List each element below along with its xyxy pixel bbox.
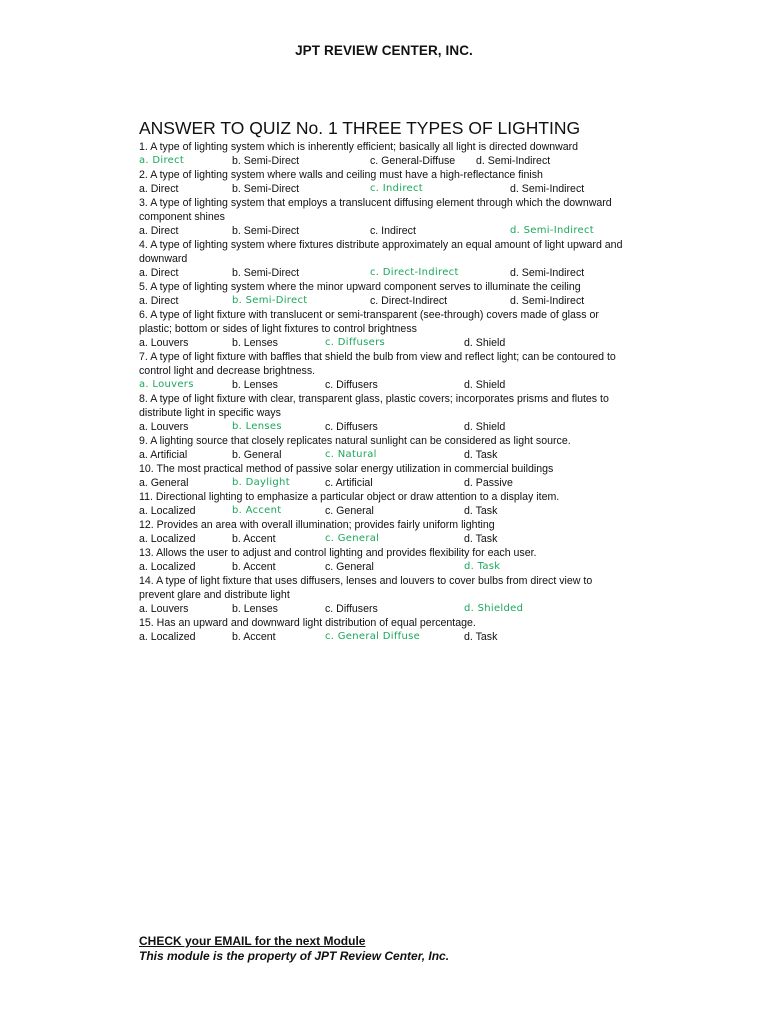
options-row: [139, 420, 629, 434]
answer-option: b. Lenses: [232, 603, 278, 615]
options-row: [139, 602, 629, 616]
answer-option: c. Direct-Indirect: [370, 295, 448, 307]
answer-option: b. Semi-Direct: [232, 155, 300, 167]
answer-option: b. Accent: [232, 631, 276, 643]
answer-option: a. Louvers: [139, 337, 189, 349]
answer-option: a. Direct: [139, 267, 179, 279]
options-row: [139, 336, 629, 350]
answer-option: a. Louvers: [139, 421, 189, 433]
answer-option: d. Task: [464, 533, 498, 545]
correct-answer-option: d. Task: [464, 561, 501, 572]
question-text: 4. A type of lighting system where fixtures distribute approximately an equal amount of light upward and downward: [139, 239, 623, 265]
answer-option: d. Semi-Indirect: [510, 295, 585, 307]
question-text: 2. A type of lighting system where walls and ceiling must have a high-reflectance finish: [139, 169, 543, 181]
page-title: ANSWER TO QUIZ No. 1 THREE TYPES OF LIGHTING: [139, 118, 581, 138]
answer-option: a. Localized: [139, 561, 196, 573]
answer-option: c. Diffusers: [325, 603, 378, 615]
correct-answer-option: b. Semi-Direct: [232, 295, 308, 306]
question-text: 15. Has an upward and downward light distribution of equal percentage.: [139, 617, 476, 629]
options-row: [139, 532, 629, 546]
options-row: [139, 448, 629, 462]
question-text: 11. Directional lighting to emphasize a particular object or draw attention to a display item.: [139, 491, 560, 503]
question-text: 9. A lighting source that closely replicates natural sunlight can be considered as light source.: [139, 435, 571, 447]
answer-option: c. Diffusers: [325, 421, 378, 433]
answer-option: c. Diffusers: [325, 379, 378, 391]
question-text: 13. Allows the user to adjust and control lighting and provides flexibility for each user.: [139, 547, 537, 559]
answer-option: b. Lenses: [232, 379, 278, 391]
correct-answer-option: c. General: [325, 533, 380, 544]
question-text: 7. A type of light fixture with baffles that shield the bulb from view and reflect light; can be contoured to control light and decrease brightness.: [139, 351, 616, 377]
correct-answer-option: d. Shielded: [464, 603, 524, 614]
answer-option: a. Louvers: [139, 603, 189, 615]
correct-answer-option: c. Diffusers: [325, 337, 385, 348]
answer-option: b. Semi-Direct: [232, 225, 300, 237]
answer-option: a. General: [139, 477, 189, 489]
answer-option: a. Direct: [139, 183, 179, 195]
answer-option: d. Task: [464, 505, 498, 517]
answer-option: b. Semi-Direct: [232, 183, 300, 195]
options-row: [139, 182, 629, 196]
correct-answer-option: c. Natural: [325, 449, 377, 460]
answer-option: b. General: [232, 449, 282, 461]
answer-option: a. Localized: [139, 631, 196, 643]
question-text: 12. Provides an area with overall illumination; provides fairly uniform lighting: [139, 519, 495, 531]
answer-option: c. General: [325, 561, 374, 573]
answer-option: d. Semi-Indirect: [476, 155, 551, 167]
answer-option: d. Task: [464, 449, 498, 461]
answer-option: d. Semi-Indirect: [510, 267, 585, 279]
correct-answer-option: b. Lenses: [232, 421, 282, 432]
answer-option: a. Direct: [139, 295, 179, 307]
answer-option: d. Semi-Indirect: [510, 183, 585, 195]
question-text: 8. A type of light fixture with clear, transparent glass, plastic covers; incorporates prisms and flutes to distribute light in specific ways: [139, 393, 609, 419]
correct-answer-option: b. Daylight: [232, 477, 290, 488]
question-text: 5. A type of lighting system where the minor upward component serves to illuminate the ceiling: [139, 281, 581, 293]
answer-option: d. Shield: [464, 379, 506, 391]
answer-option: b. Accent: [232, 561, 276, 573]
correct-answer-option: c. Direct-Indirect: [370, 267, 459, 278]
correct-answer-option: b. Accent: [232, 505, 282, 516]
correct-answer-option: c. General Diffuse: [325, 631, 421, 642]
question-text: 10. The most practical method of passive solar energy utilization in commercial buildings: [139, 463, 554, 475]
correct-answer-option: d. Semi-Indirect: [510, 225, 595, 236]
correct-answer-option: a. Louvers: [139, 379, 194, 390]
answer-option: c. General-Diffuse: [370, 155, 456, 167]
quiz-list: [139, 140, 629, 644]
answer-option: c. Artificial: [325, 477, 373, 489]
answer-option: b. Semi-Direct: [232, 267, 300, 279]
answer-option: d. Shield: [464, 337, 506, 349]
answer-option: a. Artificial: [139, 449, 188, 461]
options-row: [139, 504, 629, 518]
answer-option: d. Shield: [464, 421, 506, 433]
options-row: [139, 294, 629, 308]
options-row: [139, 154, 629, 168]
answer-option: c. Indirect: [370, 225, 416, 237]
answer-option: a. Localized: [139, 505, 196, 517]
question-text: 1. A type of lighting system which is inherently efficient; basically all light is directed downward: [139, 141, 579, 153]
answer-option: b. Lenses: [232, 337, 278, 349]
question-text: 14. A type of light fixture that uses diffusers, lenses and louvers to cover bulbs from direct view to prevent glare and distribute light: [139, 575, 593, 601]
question-text: 3. A type of lighting system that employs a translucent diffusing element through which the downward component shines: [139, 197, 612, 223]
answer-option: b. Accent: [232, 533, 276, 545]
correct-answer-option: a. Direct: [139, 155, 185, 166]
question-text: 6. A type of light fixture with translucent or semi-transparent (see-through) covers made of glass or plastic; bottom or sides of light fixtures to control brightness: [139, 309, 599, 335]
answer-option: a. Direct: [139, 225, 179, 237]
correct-answer-option: c. Indirect: [370, 183, 424, 194]
answer-option: c. General: [325, 505, 374, 517]
document-header: JPT REVIEW CENTER, INC.: [295, 43, 473, 58]
options-row: [139, 224, 629, 238]
options-row: [139, 630, 629, 644]
check-email-note: CHECK your EMAIL for the next Module: [139, 934, 366, 948]
answer-option: a. Localized: [139, 533, 196, 545]
footer: [139, 934, 449, 964]
answer-option: d. Task: [464, 631, 498, 643]
options-row: [139, 476, 629, 490]
options-row: [139, 560, 629, 574]
property-note: This module is the property of JPT Review Center, Inc.: [139, 949, 450, 963]
options-row: [139, 378, 629, 392]
options-row: [139, 266, 629, 280]
answer-option: d. Passive: [464, 477, 513, 489]
